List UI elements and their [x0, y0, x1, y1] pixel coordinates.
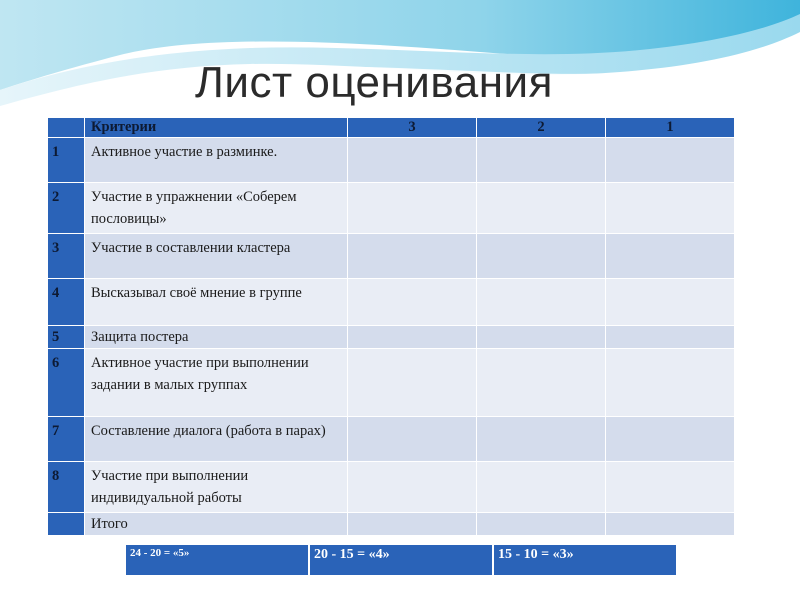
score-cell-3[interactable]: [348, 326, 477, 349]
total-cell-3[interactable]: [348, 513, 477, 536]
score-cell-2[interactable]: [477, 462, 606, 513]
table-row: [48, 234, 735, 279]
grading-scale: [126, 545, 678, 575]
score-cell-3[interactable]: [348, 183, 477, 234]
table-row: [48, 326, 735, 349]
header-score-2: 2: [477, 118, 606, 138]
table-row: [48, 462, 735, 513]
row-number: 2: [48, 183, 85, 234]
row-number: 7: [48, 417, 85, 462]
table-row: [48, 279, 735, 326]
score-cell-3[interactable]: [348, 138, 477, 183]
scale-grade-3: 15 - 10 = «3»: [493, 545, 677, 575]
score-cell-2[interactable]: [477, 349, 606, 417]
table-row-total: [48, 513, 735, 536]
row-criterion: Участие в упражнении «Соберем пословицы»: [85, 183, 348, 234]
row-criterion: Активное участие в разминке.: [85, 138, 348, 183]
table-header-row: [48, 118, 735, 138]
score-cell-1[interactable]: [606, 234, 735, 279]
score-cell-2[interactable]: [477, 183, 606, 234]
page-title: Лист оценивания: [195, 58, 553, 107]
table-row: [48, 349, 735, 417]
row-criterion: Высказывал своё мнение в группе: [85, 279, 348, 326]
row-number: 8: [48, 462, 85, 513]
score-cell-3[interactable]: [348, 234, 477, 279]
row-number: 5: [48, 326, 85, 349]
row-number: 1: [48, 138, 85, 183]
header-score-1: 1: [606, 118, 735, 138]
score-cell-2[interactable]: [477, 138, 606, 183]
scale-grade-4: 20 - 15 = «4»: [309, 545, 493, 575]
row-number: 6: [48, 349, 85, 417]
row-criterion: Итого: [85, 513, 348, 536]
score-cell-2[interactable]: [477, 234, 606, 279]
score-cell-1[interactable]: [606, 349, 735, 417]
score-cell-2[interactable]: [477, 417, 606, 462]
table-row: [48, 183, 735, 234]
row-criterion: Участие в составлении кластера: [85, 234, 348, 279]
row-number: 4: [48, 279, 85, 326]
score-cell-3[interactable]: [348, 462, 477, 513]
row-criterion: Участие при выполнении индивидуальной работы: [85, 462, 348, 513]
score-cell-1[interactable]: [606, 279, 735, 326]
header-score-3: 3: [348, 118, 477, 138]
table-row: [48, 417, 735, 462]
score-cell-2[interactable]: [477, 326, 606, 349]
header-criteria: Критерии: [85, 118, 348, 138]
score-cell-1[interactable]: [606, 183, 735, 234]
table-row: [48, 138, 735, 183]
score-cell-1[interactable]: [606, 138, 735, 183]
total-cell-2[interactable]: [477, 513, 606, 536]
row-criterion: Активное участие при выполнении задании в малых группах: [85, 349, 348, 417]
row-number: 3: [48, 234, 85, 279]
criteria-table: [47, 117, 735, 536]
row-criterion: Составление диалога (работа в парах): [85, 417, 348, 462]
score-cell-1[interactable]: [606, 417, 735, 462]
scale-grade-5: 24 - 20 = «5»: [126, 545, 309, 575]
score-cell-1[interactable]: [606, 326, 735, 349]
score-cell-2[interactable]: [477, 279, 606, 326]
row-number: [48, 513, 85, 536]
header-index: [48, 118, 85, 138]
score-cell-1[interactable]: [606, 462, 735, 513]
score-cell-3[interactable]: [348, 349, 477, 417]
score-cell-3[interactable]: [348, 417, 477, 462]
total-cell-1[interactable]: [606, 513, 735, 536]
row-criterion: Защита постера: [85, 326, 348, 349]
score-cell-3[interactable]: [348, 279, 477, 326]
